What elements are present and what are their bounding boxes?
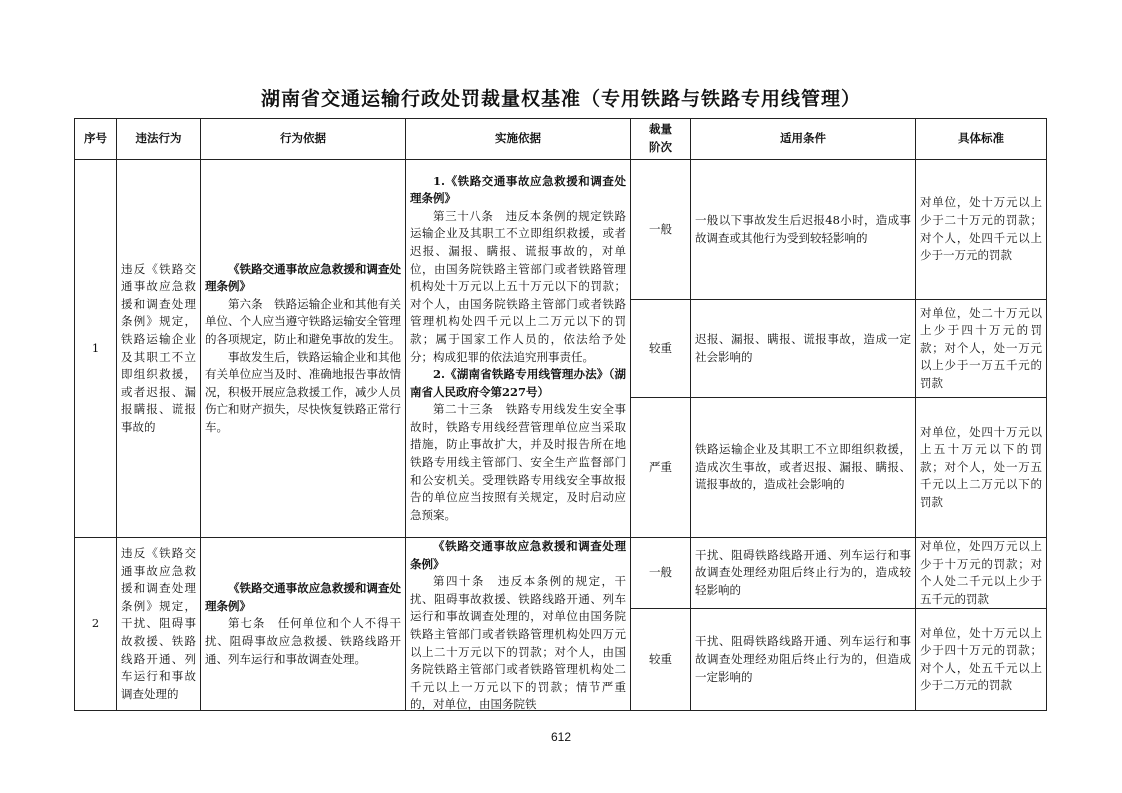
basis-cell [201,160,406,538]
standard-text: 对单位，处二十万元以上少于四十万元的罚款；对个人，处一万元以上少于一万五千元的罚款 [916,300,1047,398]
implementation-cell [406,160,631,538]
basis-paragraph: 事故发生后，铁路运输企业和其他有关单位应当及时、准确地报告事故情况，积极开展应急救援工作，减少人员伤亡和财产损失，尽快恢复铁路正常行车。 [205,349,401,434]
implementation-heading: 2.《湖南省铁路专用线管理办法》（湖南省人民政府令第227号） [410,367,626,399]
standard-text: 对单位，处十万元以上少于二十万元的罚款；对个人，处四千元以上少于一万元的罚款 [916,160,1047,300]
implementation-paragraph: 第四十条 违反本条例的规定，干扰、阻碍事故救援、铁路线路开通、列车运行和事故调查处理的，对单位由国务院铁路主管部门或者铁路管理机构处四万元以上二十万元以下的罚款；对个人，由国务院铁路主管部门或者铁路管理机构处二千元以上一万元以下的罚款；情节严重的，对单位，由国务院铁 [410,574,626,712]
table-row [75,160,1047,300]
violation-text: 违反《铁路交通事故应急救援和调查处理条例》规定，铁路运输企业及其职工不立即组织救援，或者迟报、漏报瞒报、谎报事故的 [117,160,201,538]
condition-text: 干扰、阻碍铁路线路开通、列车运行和事故调查处理经劝阻后终止行为的，造成较轻影响的 [691,538,916,609]
condition-text: 迟报、漏报、瞒报、谎报事故，造成一定社会影响的 [691,300,916,398]
basis-heading: 《铁路交通事故应急救援和调查处理条例》 [205,581,401,613]
header-condition: 适用条件 [691,119,916,160]
standard-text: 对单位，处四十万元以上五十万元以下的罚款；对个人，处一万五千元以上二万元以下的罚款 [916,398,1047,538]
basis-paragraph: 第六条 铁路运输企业和其他有关单位、个人应当遵守铁路运输安全管理的各项规定，防止和避免事故的发生。 [205,296,401,346]
page-title: 湖南省交通运输行政处罚裁量权基准（专用铁路与铁路专用线管理） [260,88,861,110]
implementation-heading: 《铁路交通事故应急救援和调查处理条例》 [410,539,626,571]
implementation-cell [406,538,631,711]
page-number: 612 [550,730,572,744]
level-severe: 严重 [631,398,691,538]
penalty-table [74,118,1047,711]
row-number: 2 [75,538,117,711]
implementation-heading: 1.《铁路交通事故应急救援和调查处理条例》 [410,173,626,206]
violation-text: 违反《铁路交通事故应急救援和调查处理条例》规定，干扰、阻碍事故救援、铁路线路开通、列车运行和事故调查处理的 [117,538,201,711]
header-level: 裁量阶次 [631,119,691,160]
header-no: 序号 [75,119,117,160]
level-moderate: 较重 [631,300,691,398]
basis-heading: 《铁路交通事故应急救援和调查处理条例》 [205,261,401,294]
implementation-paragraph: 第三十八条 违反本条例的规定铁路运输企业及其职工不立即组织救援，或者迟报、漏报、瞒报、谎报事故的，对单位，由国务院铁路主管部门或者铁路管理机构处十万元以上五十万元以下的罚款；对个人，由国务院铁路主管部门或者铁路管理机构处四千元以上二万元以下的罚款；属于国家工作人员的，依法给予处分；构成犯罪的依法追究刑事责任。 [410,208,626,364]
basis-paragraph: 第七条 任何单位和个人不得干扰、阻碍事故应急救援、铁路线路开通、列车运行和事故调查处理。 [205,616,401,666]
level-general: 一般 [631,160,691,300]
row-number: 1 [75,160,117,538]
level-moderate: 较重 [631,609,691,711]
header-implementation: 实施依据 [406,119,631,160]
condition-text: 铁路运输企业及其职工不立即组织救援，造成次生事故，或者迟报、漏报、瞒报、谎报事故的，造成社会影响的 [691,398,916,538]
table-row [75,538,1047,609]
implementation-paragraph: 第二十三条 铁路专用线发生安全事故时，铁路专用线经营管理单位应当采取措施，防止事故扩大，并及时报告所在地铁路专用线主管部门、安全生产监督部门和公安机关。受理铁路专用线安全事故报告的单位应当按照有关规定，及时启动应急预案。 [410,402,626,522]
basis-cell [201,538,406,711]
level-general: 一般 [631,538,691,609]
condition-text: 一般以下事故发生后迟报48小时，造成事故调查或其他行为受到较轻影响的 [691,160,916,300]
standard-text: 对单位，处十万元以上少于四十万元的罚款；对个人，处五千元以上少于二万元的罚款 [916,609,1047,711]
header-standard: 具体标准 [916,119,1047,160]
standard-text: 对单位，处四万元以上少于十万元的罚款；对个人处二千元以上少于五千元的罚款 [916,538,1047,609]
header-basis: 行为依据 [201,119,406,160]
condition-text: 干扰、阻碍铁路线路开通、列车运行和事故调查处理经劝阻后终止行为的，但造成一定影响的 [691,609,916,711]
table-header-row [75,119,1047,160]
header-violation: 违法行为 [117,119,201,160]
